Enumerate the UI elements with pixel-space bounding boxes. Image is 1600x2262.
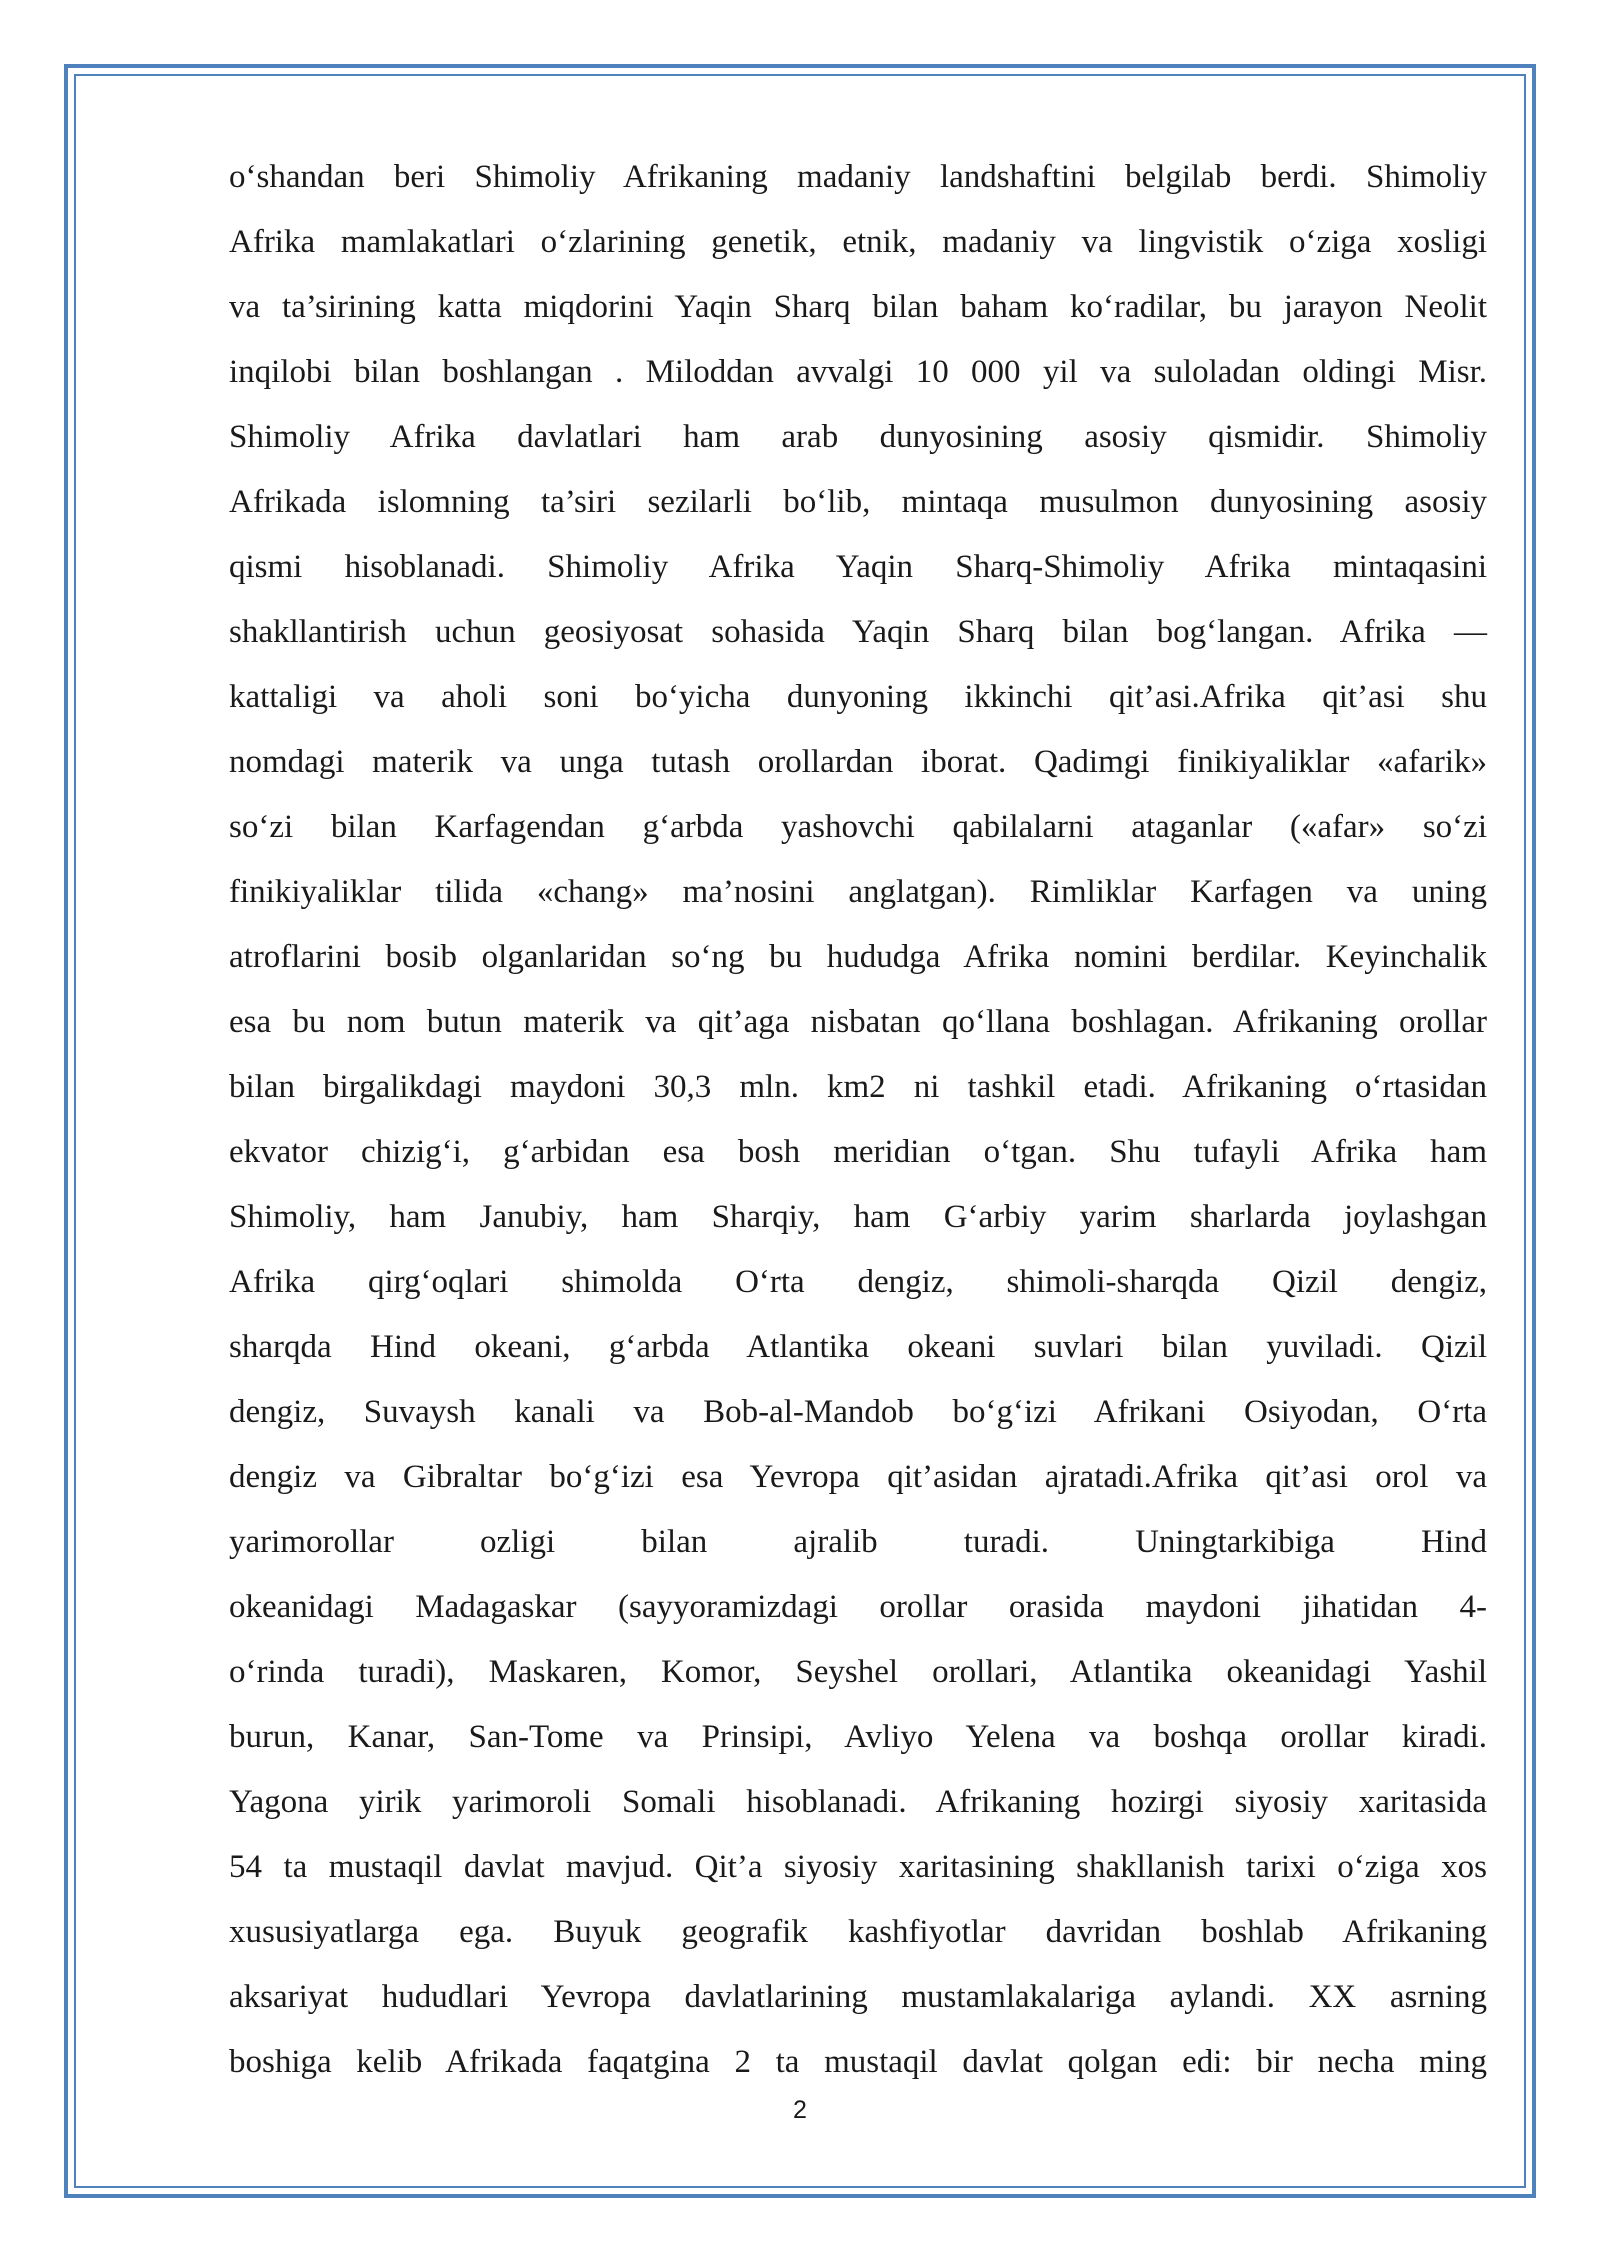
text-line: burun, Kanar, San-Tome va Prinsipi, Avliyo Yelena va boshqa orollar kiradi.: [229, 1719, 1487, 1755]
text-line: 54 ta mustaqil davlat mavjud. Qit’a siyosiy xaritasining shakllanish tarixi o‘ziga xos: [229, 1849, 1487, 1885]
text-line: kattaligi va aholi soni bo‘yicha dunyoning ikkinchi qit’asi.Afrika qit’asi shu: [229, 679, 1487, 715]
text-line: Shimoliy Afrika davlatlari ham arab dunyosining asosiy qismidir. Shimoliy: [229, 419, 1487, 455]
text-line: xususiyatlarga ega. Buyuk geografik kashfiyotlar davridan boshlab Afrikaning: [229, 1914, 1487, 1950]
text-line: bilan birgalikdagi maydoni 30,3 mln. km2 ni tashkil etadi. Afrikaning o‘rtasidan: [229, 1069, 1487, 1105]
text-line: va ta’sirining katta miqdorini Yaqin Sharq bilan baham ko‘radilar, bu jarayon Neolit: [229, 289, 1487, 325]
text-line: yarimorollar ozligi bilan ajralib turadi. Uningtarkibiga Hind: [229, 1524, 1487, 1560]
text-line: so‘zi bilan Karfagendan g‘arbda yashovchi qabilalarni ataganlar («afar» so‘zi: [229, 809, 1487, 845]
text-line: ekvator chizig‘i, g‘arbidan esa bosh meridian o‘tgan. Shu tufayli Afrika ham: [229, 1134, 1487, 1170]
text-line: sharqda Hind okeani, g‘arbda Atlantika okeani suvlari bilan yuviladi. Qizil: [229, 1329, 1487, 1365]
text-line: inqilobi bilan boshlangan . Miloddan avvalgi 10 000 yil va suloladan oldingi Misr.: [229, 354, 1487, 390]
text-line: aksariyat hududlari Yevropa davlatlarining mustamlakalariga aylandi. XX asrning: [229, 1979, 1487, 2015]
text-line: Afrikada islomning ta’siri sezilarli bo‘lib, mintaqa musulmon dunyosining asosiy: [229, 484, 1487, 520]
text-line: Shimoliy, ham Janubiy, ham Sharqiy, ham G‘arbiy yarim sharlarda joylashgan: [229, 1199, 1487, 1235]
text-line: esa bu nom butun materik va qit’aga nisbatan qo‘llana boshlagan. Afrikaning orollar: [229, 1004, 1487, 1040]
text-line: o‘shandan beri Shimoliy Afrikaning madaniy landshaftini belgilab berdi. Shimoliy: [229, 159, 1487, 195]
body-text: [229, 148, 1487, 2098]
text-line: dengiz va Gibraltar bo‘g‘izi esa Yevropa qit’asidan ajratadi.Afrika qit’asi orol va: [229, 1459, 1487, 1495]
page-number: 2: [793, 2096, 807, 2124]
text-line: shakllantirish uchun geosiyosat sohasida Yaqin Sharq bilan bog‘langan. Afrika —: [229, 614, 1487, 650]
text-line: dengiz, Suvaysh kanali va Bob-al-Mandob bo‘g‘izi Afrikani Osiyodan, O‘rta: [229, 1394, 1487, 1430]
text-line: nomdagi materik va unga tutash orollardan iborat. Qadimgi finikiyaliklar «afarik»: [229, 744, 1487, 780]
text-line: qismi hisoblanadi. Shimoliy Afrika Yaqin Sharq-Shimoliy Afrika mintaqasini: [229, 549, 1487, 585]
text-line: okeanidagi Madagaskar (sayyoramizdagi orollar orasida maydoni jihatidan 4-: [229, 1589, 1487, 1625]
text-line: Afrika qirg‘oqlari shimolda O‘rta dengiz, shimoli-sharqda Qizil dengiz,: [229, 1264, 1487, 1300]
text-line: finikiyaliklar tilida «chang» ma’nosini anglatgan). Rimliklar Karfagen va uning: [229, 874, 1487, 910]
text-line: Yagona yirik yarimoroli Somali hisoblanadi. Afrikaning hozirgi siyosiy xaritasida: [229, 1784, 1487, 1820]
text-line: boshiga kelib Afrikada faqatgina 2 ta mustaqil davlat qolgan edi: bir necha ming: [229, 2044, 1487, 2080]
text-line: atroflarini bosib olganlaridan so‘ng bu hududga Afrika nomini berdilar. Keyinchalik: [229, 939, 1487, 975]
text-line: o‘rinda turadi), Maskaren, Komor, Seyshel orollari, Atlantika okeanidagi Yashil: [229, 1654, 1487, 1690]
text-line: Afrika mamlakatlari o‘zlarining genetik, etnik, madaniy va lingvistik o‘ziga xosligi: [229, 224, 1487, 260]
